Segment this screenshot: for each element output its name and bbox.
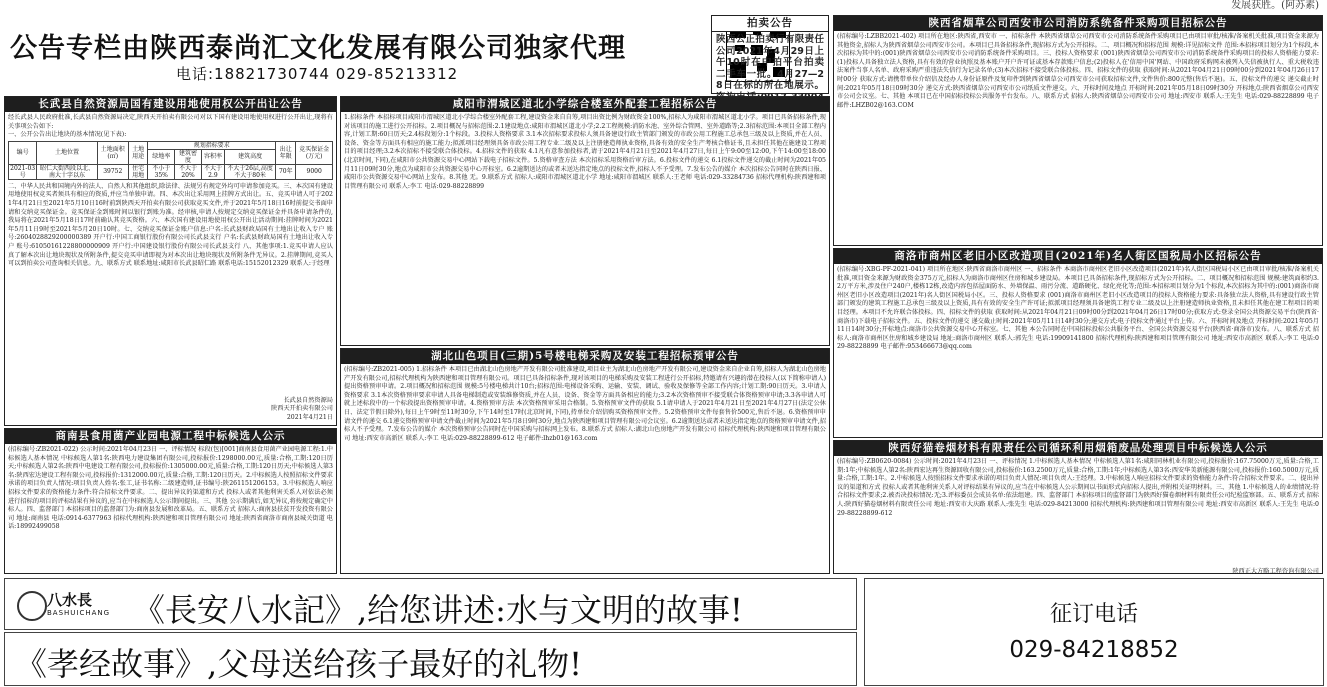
land-signature: 陕西天开拍卖有限公司	[271, 405, 333, 413]
brand-name-en: BASHUICHANG	[47, 609, 111, 617]
land-table	[8, 141, 333, 180]
auction-title: 拍卖公告	[712, 16, 828, 32]
tobacco-notice	[833, 440, 1323, 574]
banner-phone: 电话:18821730744 029-85213312	[176, 65, 459, 83]
land-cell: 9000	[296, 164, 333, 179]
call-label: 征订电话	[1049, 602, 1138, 627]
land-th: 出让年限	[276, 141, 296, 164]
school-body: 1.招标条件 本招标项目咸阳市渭城区道北小学综合楼室外配套工程,建设资金来自自筹,项目出资比例为财政资金100%,招标人为咸阳市渭城区道北小学。项目已具备招标条件,现对该项目的施工进行公开招标。2.项目概况与招标范围:2.1建设地点:咸阳市渭城区道北小学;2.2工程规模:消防水池、室外综合管网、室外道路等;2.3招标范围:本项目全部工程内容,计划工期:60日历天;2.4标段划分:1个标段。3.投标人资格要求 3.1本次招标要求投标人须具备建设行政主管部门颁发的市政公用工程施工总承包三级及以上资质,并在人员、设备、资金等方面具有相应的施工能力;拟派项目经理须具备市政公用工程专业二级及以上注册建造师执业资格,具备有效的安全生产考核合格证书,且未担任其他在施建设工程项目的项目经理;3.2本次招标不接受联合体投标。4.招标文件的获取 4.1凡有意参加投标者,请于2021年4月21日至2021年4月27日,每日上午9:00至12:00,下午14:00至18:00(北京时间,下同),在咸阳市公共资源交易中心网站下载电子招标文件。5.资格审查方法 本次招标采用资格后审方法。6.投标文件的递交 6.1投标文件递交的截止时间为2021年05月11日09时30分,地点为咸阳市公共资源交易中心开标室。6.2逾期送达的或者未送达指定地点的投标文件,招标人不予受理。7.发布公告的媒介 本次招标公告同时在陕西日报、咸阳市公共资源交易中心网站上发布。8.其他 无。9.联系方式 招标人:咸阳市渭城区道北小学 地址:咸阳市渭城区 联系人:王老师 电话:029-33284736 招标代理机构:陕西建和项目管理有限公司 联系人:李工 电话:029-88228899	[344, 114, 826, 190]
banner-title: 公告专栏由陕西泰尚汇文化发展有限公司独家代理	[10, 33, 626, 64]
school-notice	[340, 96, 830, 346]
elevator-notice	[340, 348, 830, 574]
shangnan-body: (招标编号:ZB2021-022) 公示时间:2021年04月23日 一、评标情况 标段(包)[001]商南县食用菌产业园电源工程:1.中标候选人基本情况 中标候选人第1名:陕西电力建设集团有限公司,投标报价:1298000.00元,质量:合格,工期:120日历天;中标候选人第2名:陕西中电建设工程有限公司,投标报价:1305000.00元,质量:合格,工期:120日历天;中标候选人第3名:陕西宏达建设工程有限公司,投标报价:1312000.00元,质量:合格,工期:120日历天。2.中标候选人按照招标文件要求承诺的项目负责人情况:项目负责人姓名:张工,证书名称:二级建造师,证书编号:陕261151206153。3.中标候选人响应招标文件要求的资格能力条件:符合招标文件要求。二、提出异议的渠道和方式 投标人或者其他利害关系人对依法必须进行招标的项目的评标结果有异议的,应当在中标候选人公示期间提出。三、其他 公示期满后,如无异议,将按规定确定中标人。四、监督部门 本招标项目的监督部门为:商南县发展和改革局。五、联系方式 招标人:商南县扶贫开发投资有限公司 地址:商南县 电话:0914-6377963 招标代理机构:陕西建和项目管理有限公司 地址:陕西省商洛市商南县城关街道 电话:18992499058	[8, 446, 333, 531]
auction-notice	[711, 15, 829, 94]
subscription-box	[864, 578, 1324, 686]
tobacco-title: 陕西好猫卷烟材料有限责任公司循环利用烟箱废品处理项目中标候选人公示	[834, 441, 1322, 456]
land-section1: 一、公开公告出让地块的基本情况(见下表):	[8, 131, 127, 139]
land-cell: 住宅用地	[128, 164, 147, 179]
fire-notice	[833, 15, 1323, 246]
land-cell: 70年	[276, 164, 296, 179]
ad-line-1: 《長安八水記》,给您讲述:水与文明的故事!	[133, 591, 743, 629]
land-subth: 绿地率	[148, 149, 175, 164]
brand-name: 八水長	[47, 591, 93, 609]
land-date: 2021年4月21日	[286, 413, 333, 421]
shangnan-title: 商南县食用菌产业园电源工程中标候选人公示	[5, 429, 336, 444]
school-title: 咸阳市渭城区道北小学综合楼室外配套工程招标公告	[341, 97, 829, 112]
land-cell: 昭仁大街西段以北、南大十字以东	[37, 164, 97, 179]
elevator-title: 湖北山色项目(三期)5号楼电梯采购及安装工程招标预审公告	[341, 349, 829, 364]
tobacco-signature: 陕西正大方略工程咨询有限公司	[1232, 568, 1319, 575]
fire-body: (招标编号:LZBB2021-402) 项目所在地区:陕西省,西安市 一、招标条件 本陕西省烟草公司西安市公司消防系统备件采购项目已由项目审批/核准/备案机关批准,项目资金来源为其他资金,招标人为陕西省烟草公司西安市公司。本项目已具备招标条件,现招标方式为公开招标。二、项目概况和招标范围 规模:详见招标文件 范围:本招标项目划分为1个标段,本次招标为其中的:(001)陕西省烟草公司西安市公司消防系统备件采购项目。三、投标人资格要求 (001)陕西省烟草公司西安市公司消防系统备件采购项目的投标人资格能力要求:(1)投标人具备独立法人资格,具有有效的营业执照及基本账户开户许可证或基本存款账户信息;(2)投标人在'信用中国'网站、中国政府采购网未被列入失信被执行人、重大税收违法案件当事人名单、政府采购严重违法失信行为记录名单;(3)本次招标不接受联合体投标。四、招标文件的获取 获取时间:从2021年04月21日09时00分到2021年04月26日17时00分 获取方式:请携带单位介绍信及经办人身份证原件及复印件到陕西省烟草公司西安市公司获取招标文件,文件售价:800元整(售后不退)。五、投标文件的递交 递交截止时间:2021年05月18日09时30分 递交方式:陕西省烟草公司西安市公司纸质文件递交。六、开标时间及地点 开标时间:2021年05月18日09时30分 开标地点:陕西省烟草公司西安市公司会议室。七、其他 本项目已在中国招标投标公共服务平台发布。八、联系方式 招标人:陕西省烟草公司西安市公司 地址:西安市 联系人:王先生 电话:029-88228899 电子邮件:LHZB02@163.COM	[837, 33, 1319, 109]
tobacco-body: (招标编号:ZB0620-0084) 公示时间:2021年4月23日 一、评标情况 1.中标候选人基本情况 中标候选人第1名:咸阳同林机业有限公司,投标报价:167.75000万元,质量:合格,工期:1年;中标候选人第2名:陕西宏达再生资源回收有限公司,投标报价:163.2500万元,质量:合格,工期:1年;中标候选人第3名:西安华美新能源有限公司,投标报价:160.5000万元,质量:合格,工期:1年。2.中标候选人按照招标文件要求承诺的项目负责人情况:项目负责人:王经理。3.中标候选人响应招标文件要求的资格能力条件:符合招标文件要求。二、提出异议的渠道和方式 投标人或者其他利害关系人对评标结果有异议的,应当在中标候选人公示期间以书面形式向招标人提出,并附相关证明材料。三、其他 1.中标候选人的业绩情况:符合招标文件要求;2.被否决投标情况:无;3.评标委员会成员名单:依法组建。四、监督部门 本招标项目的监督部门为陕西好猫卷烟材料有限责任公司纪检监察部。五、联系方式 招标人:陕西好猫卷烟材料有限责任公司 地址:西安市大庆路 联系人:张先生 电话:029-84213000 招标代理机构:陕西建和项目管理有限公司 地址:西安市高新区 联系人:王先生 电话:029-88228899-612	[837, 458, 1319, 517]
land-th: 土地位置	[37, 141, 97, 164]
call-phone: 029-84218852	[1009, 637, 1179, 663]
land-th: 竞买保证金(万元)	[296, 141, 333, 164]
auction-body: 陕西公正拍卖行有限责任公司2021年4月29日上午10时在中拍平台拍卖二手车一批。4月27—28日在标的所在地展示。	[716, 34, 824, 91]
land-cell: 2021-03号	[10, 164, 36, 179]
book-ad-xiaojing[interactable]	[4, 632, 857, 686]
shangzhou-title: 商洛市商州区老旧小区改造项目(2021年)名人街区国税局小区招标公告	[834, 249, 1322, 264]
land-cell: 39752	[97, 164, 128, 179]
land-notice	[4, 96, 337, 426]
top-note: 发展获胜。(阿苏素)	[1231, 0, 1319, 11]
land-th: 土地面积(㎡)	[97, 141, 128, 164]
land-title: 长武县自然资源局国有建设用地使用权公开出让公告	[5, 97, 336, 112]
land-th: 规划指标要求	[148, 141, 276, 149]
land-cell: 不大于26层,高度不大于80米	[224, 164, 275, 179]
land-intro: 经长武县人民政府批准,长武县自然资源局决定,陕西天开拍卖有限公司对以下国有建设用地使用权进行公开出让,现将有关事项公告如下:	[8, 114, 333, 130]
book-ad-bashui[interactable]	[4, 578, 857, 630]
shangnan-notice	[4, 428, 337, 574]
land-th: 编号	[9, 141, 37, 164]
ad-line-2: 《孝经故事》,父母送给孩子最好的礼物!	[15, 645, 583, 683]
shangzhou-body: (招标编号:XBG-PF-2021-041) 项目所在地区:陕西省商洛市商州区 一、招标条件 本商洛市商州区老旧小区改造项目(2021年)名人街区国税局小区已由项目审批/核准/备案机关批准,项目资金来源为财政资金375万元,招标人为商洛市商州区住房和城乡建设局。本项目已具备招标条件,现招标方式为公开招标。二、项目概况和招标范围 规模:建筑面积约3.2万平方米,涉及住户240户,楼栋12栋,改造内容包括屋面防水、外墙保温、雨污分流、道路硬化、绿化亮化等;范围:本招标项目划分为1个标段,本次招标为其中的:(001)商洛市商州区老旧小区改造项目(2021年)名人街区国税局小区。三、投标人资格要求 (001)商洛市商州区老旧小区改造项目的投标人资格能力要求:具备独立法人资格,具有建设行政主管部门颁发的建筑工程施工总承包三级及以上资质,具有有效的安全生产许可证;拟派项目经理须具备建筑工程专业二级及以上注册建造师执业资格,且未担任其他在建工程项目的项目经理。本项目不允许联合体投标。四、招标文件的获取 获取时间:从2021年04月21日09时00分到2021年04月26日17时00分;获取方式:登录全国公共资源交易平台(陕西省·商洛市)下载电子招标文件。五、投标文件的递交 递交截止时间:2021年05月11日14时30分;递交方式:电子投标文件通过平台上传。六、开标时间及地点 开标时间:2021年05月11日14时30分;开标地点:商洛市公共资源交易中心开标室。七、其他 本公告同时在中国招标投标公共服务平台、全国公共资源交易平台(陕西省·商洛市)发布。八、联系方式 招标人:商洛市商州区住房和城乡建设局 地址:商洛市商州区 联系人:郭先生 电话:19909141800 招标代理机构:陕西建和项目管理有限公司 地址:西安市高新区 联系人:李工 电话:029-88228899 电子邮件:953466673@qq.com	[837, 266, 1319, 351]
elevator-body: (招标编号:ZB2021-005) 1.招标条件 本项目已由湖北山色房地产开发有限公司批准建设,项目业主为湖北山色房地产开发有限公司,建设资金来自企业自筹,招标人为湖北山色房地产开发有限公司,招标代理机构为陕西建和项目管理有限公司。项目已具备招标条件,现对该项目的电梯采购及安装工程进行公开招标,特邀请有兴趣的潜在投标人(以下简称申请人)提出资格预审申请。2.项目概况和招标范围 规模:5号楼电梯共计10台;招标范围:电梯设备采购、运输、安装、调试、验收及保修等全部工作内容;计划工期:90日历天。3.申请人资格要求 3.1本次资格预审要求申请人具备电梯制造或安装维修资质,并在人员、设备、资金等方面具备相应的能力;3.2本次资格预审不接受联合体资格预审申请;3.3各申请人可就上述标段中的一个标段提出资格预审申请。4.资格预审方法 本次资格预审采用合格制。5.资格预审文件的获取 5.1请申请人于2021年4月21日至2021年4月27日(法定公休日、法定节假日除外),每日上午9时至11时30分,下午14时至17时(北京时间,下同),持单位介绍信购买资格预审文件。5.2资格预审文件每套售价500元,售后不退。6.资格预审申请文件的递交 6.1递交资格预审申请文件截止时间为2021年5月8日9时30分,地点为陕西建和项目管理有限公司会议室。6.2逾期送达或者未送达指定地点的资格预审申请文件,招标人不予受理。7.发布公告的媒介 本次资格预审公告同时在中国采购与招标网上发布。8.联系方式 招标人:湖北山色房地产开发有限公司 招标代理机构:陕西建和项目管理有限公司 地址:西安市高新区 联系人:李工 电话:029-88228899-612 电子邮件:lhzb01@163.com	[344, 366, 826, 442]
land-subth: 容积率	[201, 149, 224, 164]
land-cell: 不大于2.9	[201, 164, 224, 179]
fire-title: 陕西省烟草公司西安市公司消防系统备件采购项目招标公告	[834, 16, 1322, 31]
land-cell: 不小于35%	[148, 164, 175, 179]
land-subth: 建筑高度	[224, 149, 275, 164]
land-body: 二、中华人民共和国境内外的法人、自然人和其他组织,除法律、法规另有规定外均可申请参加竞买。三、本次国有建设用地使用权竞买者须具有相应的资质,并应当单独申请。四、本次出让采用网上挂牌方式出让。五、竞买申请人可于2021年4月21日至2021年5月10日16时前到陕西天开拍卖有限公司获取竞买文件,并于2021年5月18日16时前提交书面申请和交纳竞买保证金。竞买保证金到账时间以银行到账为准。经审核,申请人按规定交纳竞买保证金并具备申请条件的,我局将在2021年5月18日17时前确认其竞买资格。六、本次国有建设用地使用权公开出让活动期间:挂牌时间为2021年5月11日9时至2021年5月20日10时。七、交纳竞买保证金账户信息:户名:长武县财政局国有土地出让收入专户 账号:2604028829200000389 开户行:中国工商银行股份有限公司长武县支行 户名:长武县财政局国有土地出让收入专户 账号:61050161228800000909 开户行:中国建设银行股份有限公司长武县支行 八、其他事项:1.竞买申请人应认真了解本次出让地块现状及所附条件,提交竞买申请即视为对本次出让地块现状及所附条件无异议。2.挂牌期间,竞买人可以到拍卖公司查询相关信息。九、联系方式 联系地址:咸阳市长武县昭仁路 联系电话:15152012329 联系人:于经理	[8, 182, 333, 268]
land-cell: 不大于20%	[175, 164, 202, 179]
shangzhou-notice	[833, 248, 1323, 438]
land-subth: 建筑密度	[175, 149, 202, 164]
bashui-logo-icon	[17, 591, 47, 621]
land-th: 土地用途	[128, 141, 147, 164]
land-signature: 长武县自然资源局	[283, 396, 333, 404]
table-row	[9, 164, 333, 179]
